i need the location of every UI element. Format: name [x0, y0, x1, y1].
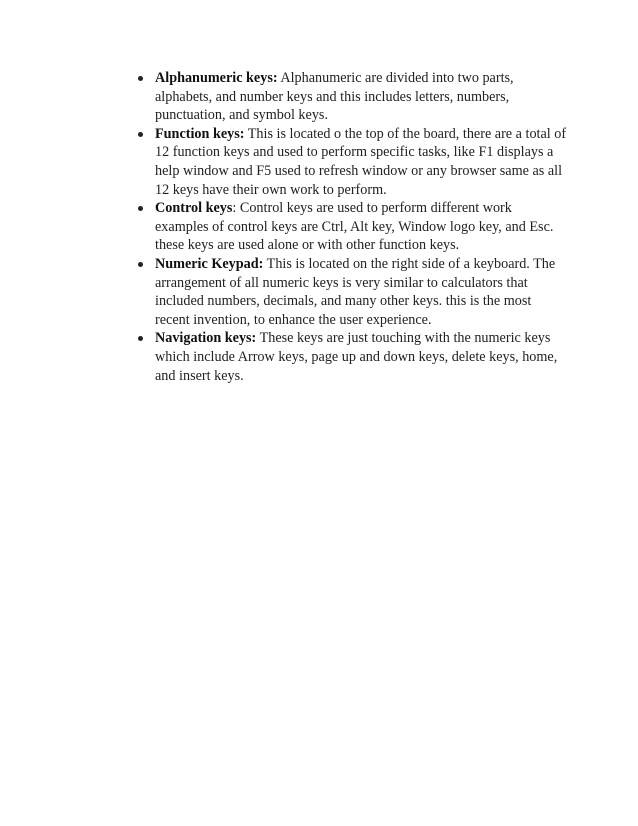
list-item-numeric-keypad: [137, 255, 567, 329]
item-term: Alphanumeric keys:: [155, 70, 278, 86]
bullet-icon: [138, 132, 143, 137]
bullet-icon: [138, 336, 143, 341]
item-term: Function keys:: [155, 125, 245, 142]
item-description: : Control keys are used to perform different work examples of control keys are Ctrl, Alt key, Window logo key, and Esc. these keys are used alone or with other function keys.: [155, 200, 554, 254]
item-term: Navigation keys:: [155, 330, 257, 347]
item-description: These keys are just touching with the numeric keys which include Arrow keys, page up and down keys, delete keys, home, and insert keys.: [155, 330, 558, 384]
item-term: Control keys: [155, 200, 233, 217]
bullet-icon: [138, 76, 143, 81]
bullet-icon: [138, 206, 143, 211]
item-description: This is located on the right side of a keyboard. The arrangement of all numeric keys is very similar to calculators that included numbers, decimals, and many other keys. this is the most recent invention, to enhance the user experience.: [155, 255, 556, 328]
list-item-control-keys: [137, 199, 567, 255]
item-description: Alphanumeric are divided into two parts, alphabets, and number keys and this includes letters, numbers, punctuation, and symbol keys.: [155, 70, 514, 124]
keyboard-keys-list: [137, 69, 567, 385]
list-item-function-keys: [137, 125, 567, 199]
bullet-icon: [138, 262, 143, 267]
list-item-alphanumeric-keys: [137, 69, 567, 125]
item-term: Numeric Keypad:: [155, 255, 264, 272]
list-item-navigation-keys: [137, 329, 567, 385]
item-description: This is located o the top of the board, there are a total of 12 function keys and used to perform specific tasks, like F1 displays a help window and F5 used to refresh window or any browser same as all 12 keys have their own work to perform.: [155, 125, 567, 198]
